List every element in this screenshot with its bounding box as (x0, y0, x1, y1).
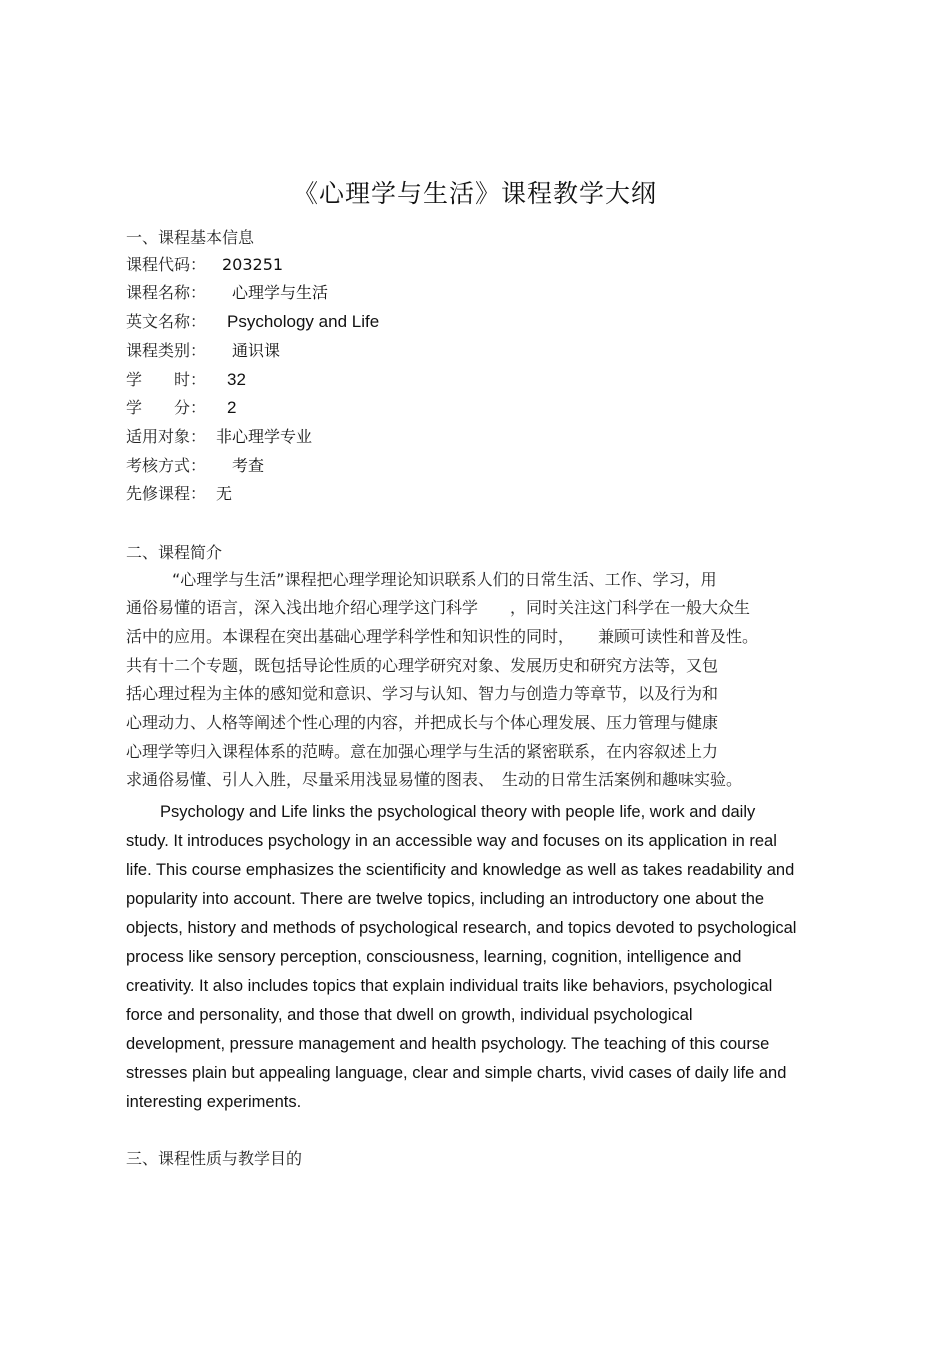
paragraph-line: life. This course emphasizes the scientificity and knowledge as well as takes readability and (126, 861, 795, 879)
paragraph-line: development, pressure management and health psychology. The teaching of this course (126, 1035, 770, 1053)
info-row-english-name (126, 310, 380, 334)
info-row-target-audience (126, 425, 313, 449)
paragraph-line: 活中的应用。本课程在突出基础心理学科学性和知识性的同时， 兼顾可读性和普及性。 (126, 627, 759, 646)
info-row-assessment (126, 454, 265, 478)
paragraph-line: interesting experiments. (126, 1093, 302, 1111)
info-value: 32 (227, 370, 246, 389)
info-row-course-name (126, 281, 329, 305)
info-label: 考核方式： (126, 456, 207, 475)
info-row-course-code (126, 253, 284, 277)
info-value: 无 (216, 484, 233, 503)
info-label: 课程名称： (126, 283, 207, 302)
info-label: 适用对象： (126, 427, 207, 446)
info-label: 英文名称： (126, 312, 207, 331)
paragraph-line: study. It introduces psychology in an accessible way and focuses on its application in real (126, 832, 777, 850)
info-value: 2 (227, 398, 237, 417)
paragraph-line: 心理学等归入课程体系的范畴。意在加强心理学与生活的紧密联系，在内容叙述上力 (126, 742, 719, 761)
document-title: 《心理学与生活》课程教学大纲 (292, 179, 657, 208)
info-value: 心理学与生活 (232, 283, 329, 302)
info-label: 课程类别： (126, 341, 207, 360)
paragraph-line: 共有十二个专题，既包括导论性质的心理学研究对象、发展历史和研究方法等，又包 (126, 656, 719, 675)
paragraph-line: 通俗易懂的语言，深入浅出地介绍心理学这门科学 ，同时关注这门科学在一般大众生 (126, 598, 751, 617)
info-value: 考查 (232, 456, 265, 475)
paragraph-line: 括心理过程为主体的感知觉和意识、学习与认知、智力与创造力等章节，以及行为和 (126, 684, 719, 703)
paragraph-line: creativity. It also includes topics that explain individual traits like behaviors, psychological (126, 977, 773, 995)
info-label: 学 分： (126, 398, 207, 417)
info-row-course-category (126, 339, 281, 363)
info-value: Psychology and Life (227, 312, 380, 331)
paragraph-line: objects, history and methods of psychological research, and topics devoted to psychological (126, 919, 797, 937)
info-label: 先修课程： (126, 484, 207, 503)
info-row-class-hours (126, 368, 246, 392)
paragraph-line: popularity into account. There are twelve topics, including an introductory one about the (126, 890, 765, 908)
section-heading-basic-info: 一、课程基本信息 (126, 228, 255, 247)
info-value: 通识课 (232, 341, 281, 360)
info-value: 203251 (222, 255, 284, 274)
paragraph-line: process like sensory perception, consciousness, learning, cognition, intelligence and (126, 948, 742, 966)
section-heading-course-intro: 二、课程简介 (126, 543, 223, 562)
info-label: 学 时： (126, 370, 207, 389)
info-value: 非心理学专业 (216, 427, 313, 446)
paragraph-line: stresses plain but appealing language, clear and simple charts, vivid cases of daily life and (126, 1064, 787, 1082)
paragraph-line: force and personality, and those that dwell on growth, individual psychological (126, 1006, 693, 1024)
paragraph-line: “心理学与生活”课程把心理学理论知识联系人们的日常生活、工作、学习，用 (172, 570, 717, 589)
info-label: 课程代码： (126, 255, 207, 274)
paragraph-line: 求通俗易懂、引人入胜，尽量采用浅显易懂的图表、 生动的日常生活案例和趣味实验。 (126, 770, 743, 789)
info-row-credits (126, 396, 237, 420)
paragraph-line: Psychology and Life links the psychological theory with people life, work and daily (160, 803, 756, 821)
section-heading-course-nature: 三、课程性质与教学目的 (126, 1149, 303, 1168)
info-row-prerequisites (126, 482, 233, 506)
paragraph-line: 心理动力、人格等阐述个性心理的内容，并把成长与个体心理发展、压力管理与健康 (126, 713, 719, 732)
